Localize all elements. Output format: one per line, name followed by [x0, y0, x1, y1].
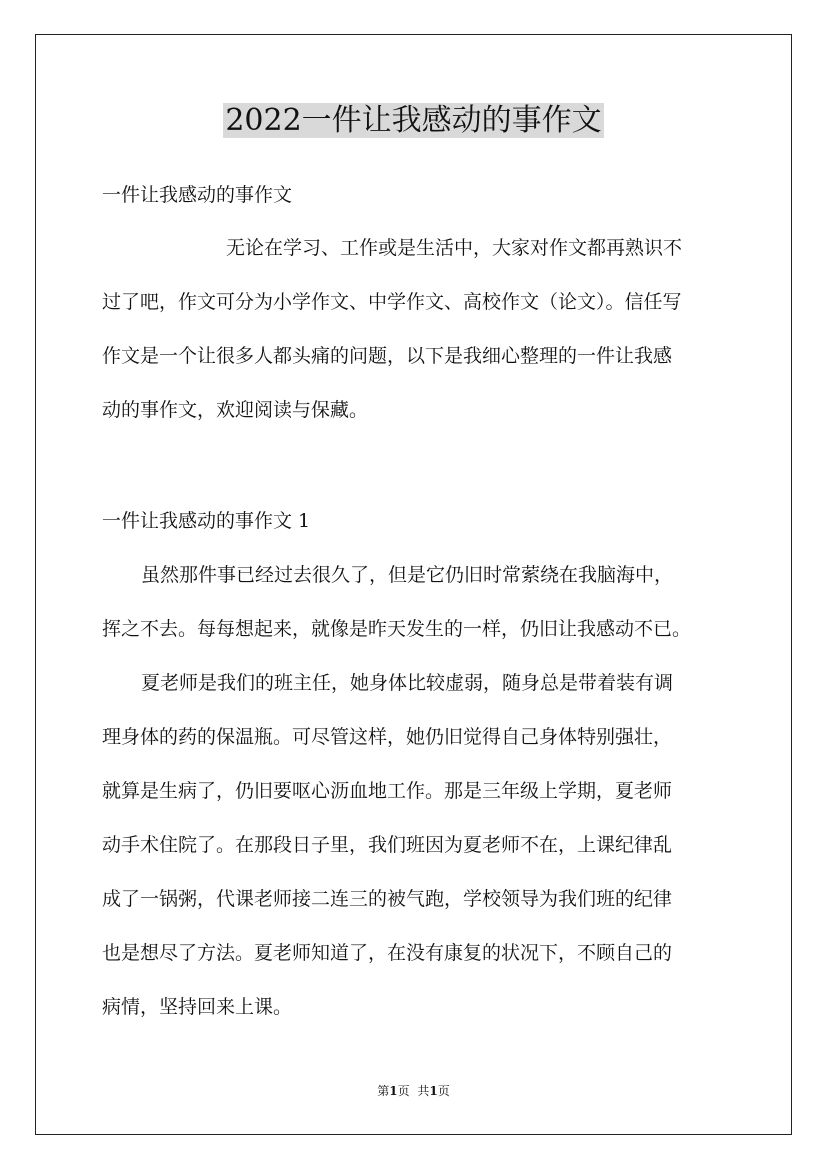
page-label-suffix: 页: [397, 1084, 410, 1098]
intro-line: 动的事作文，欢迎阅读与保藏。: [102, 399, 369, 421]
paragraph-line: 挥之不去。每每想起来，就像是昨天发生的一样，仍旧让我感动不已。: [102, 618, 692, 640]
intro-line: 作文是一个让很多人都头痛的问题，以下是我细心整理的一件让我感: [102, 345, 673, 367]
paragraph-line: 成了一锅粥，代课老师接二连三的被气跑，学校领导为我们班的纪律: [102, 888, 673, 910]
paragraph-line: 病情，坚持回来上课。: [102, 996, 293, 1018]
document-title-text: 2022一件让我感动的事作文: [225, 103, 602, 138]
paragraph-line: 就算是生病了，仍旧要呕心沥血地工作。那是三年级上学期，夏老师: [102, 780, 673, 802]
total-label-suffix: 页: [437, 1084, 450, 1098]
paragraph-line: 虽然那件事已经过去很久了，但是它仍旧时常萦绕在我脑海中，: [141, 564, 674, 586]
page-label-prefix: 第: [377, 1084, 390, 1098]
document-title: [0, 98, 827, 144]
intro-line: 无论在学习、工作或是生活中，大家对作文都再熟识不: [226, 237, 683, 259]
total-label-prefix: 共: [417, 1084, 430, 1098]
intro-line: 过了吧，作文可分为小学作文、中学作文、高校作文（论文）。信任写: [102, 291, 682, 313]
paragraph-line: 也是想尽了方法。夏老师知道了，在没有康复的状况下，不顾自己的: [102, 942, 673, 964]
paragraph-line: 夏老师是我们的班主任，她身体比较虚弱，随身总是带着装有调: [141, 672, 674, 694]
section-heading: 一件让我感动的事作文: [102, 184, 293, 206]
paragraph-line: 理身体的药的保温瓶。可尽管这样，她仍旧觉得自己身体特别强壮，: [102, 726, 673, 748]
page-number: 1: [389, 1084, 398, 1098]
paragraph-line: 动手术住院了。在那段日子里，我们班因为夏老师不在，上课纪律乱: [102, 834, 673, 856]
page-footer: [0, 1082, 827, 1100]
essay-heading: 一件让我感动的事作文 1: [102, 510, 311, 532]
total-pages: 1: [429, 1084, 438, 1098]
